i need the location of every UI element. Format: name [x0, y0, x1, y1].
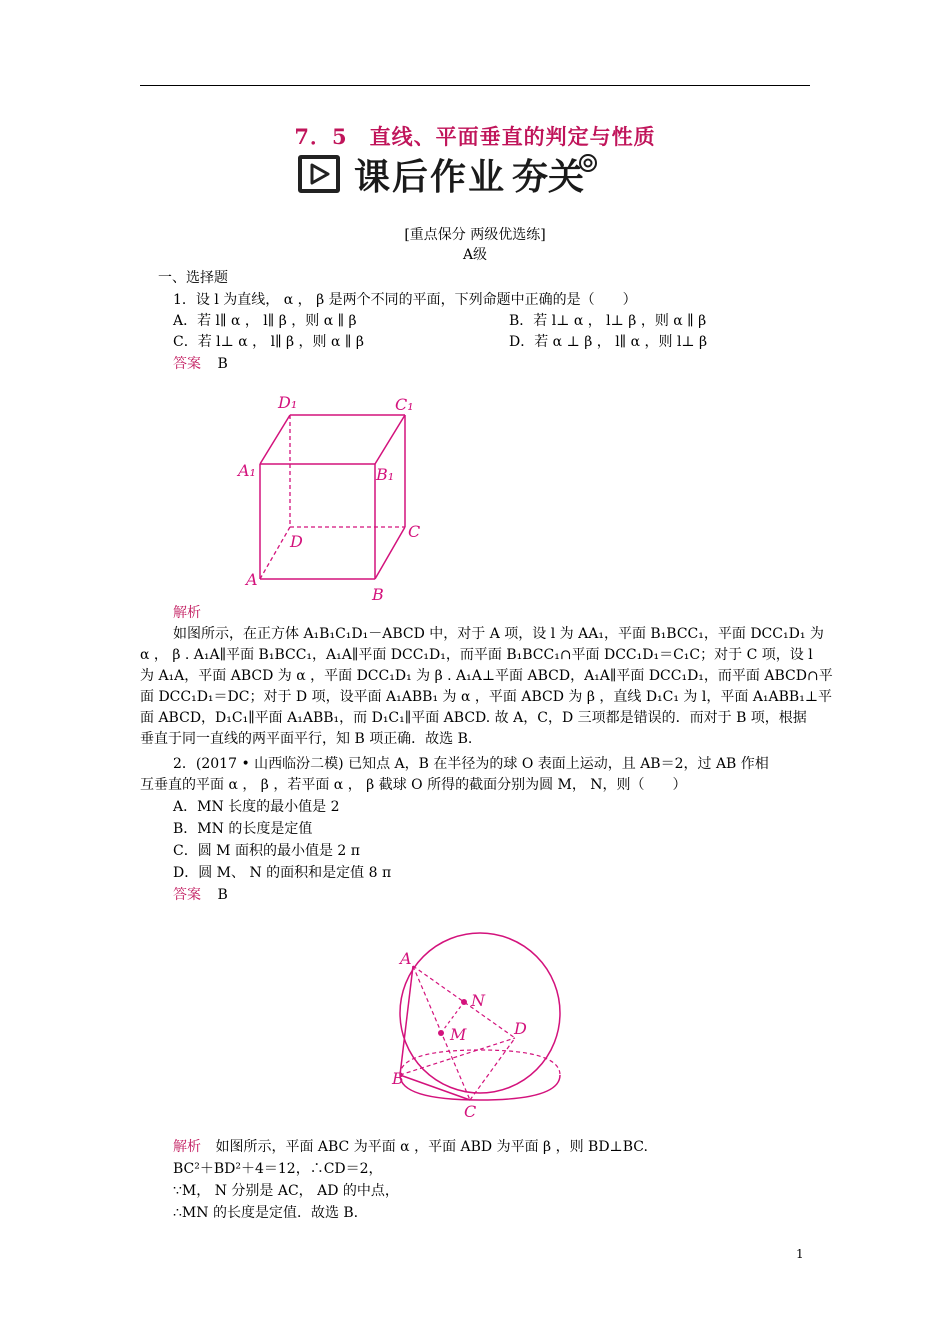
play-icon: [298, 155, 340, 193]
page-title: 7．5 直线、平面垂直的判定与性质: [294, 124, 656, 149]
q1-answer: [173, 354, 228, 374]
q1-option-c: C．若 l⊥ α ， l∥ β ，则 α ∥ β: [173, 334, 364, 350]
q1-option-b: B．若 l⊥ α ， l⊥ β ，则 α ∥ β: [509, 313, 707, 329]
q2-answer-value: B: [217, 887, 228, 903]
q2-answer: [173, 885, 228, 905]
q2-option-d: D．圆 M、 N 的面积和是定值 8 π: [173, 865, 392, 881]
q1-analysis-line: 为 A₁A，平面 ABCD 为 α ，平面 DCC₁D₁ 为 β . A₁A⊥平面 ABCD，A₁A∥平面 DCC₁D₁，而平面 ABCD∩平: [140, 668, 833, 684]
label-n: N: [471, 991, 485, 1010]
q2-analysis-first: [173, 1137, 648, 1157]
label-b: B: [392, 1069, 404, 1088]
q1-analysis-line: 面 DCC₁D₁＝DC；对于 D 项，设平面 A₁ABB₁ 为 α ，平面 ABCD 为 β ，直线 D₁C₁ 为 l，平面 A₁ABB₁⊥平: [140, 689, 833, 705]
q2-option-c: C．圆 M 面积的最小值是 2 π: [173, 843, 360, 859]
q1-stem: 1．设 l 为直线， α ， β 是两个不同的平面，下列命题中正确的是（ ）: [173, 292, 637, 308]
label-a: A: [400, 949, 412, 968]
q1-analysis-line: 如图所示，在正方体 A₁B₁C₁D₁－ABCD 中，对于 A 项，设 l 为 AA₁，平面 B₁BCC₁，平面 DCC₁D₁ 为: [173, 626, 824, 642]
section-tag: [重点保分 两级优选练]: [404, 227, 546, 243]
cube-figure: [230, 382, 430, 607]
emblem-text: 夯关: [512, 156, 585, 198]
label-c1: C₁: [395, 395, 414, 414]
label-b1: B₁: [376, 465, 395, 484]
page-number: 1: [796, 1247, 804, 1261]
q1-analysis-line: α ， β . A₁A∥平面 B₁BCC₁，A₁A∥平面 DCC₁D₁，而平面 B₁BCC₁∩平面 DCC₁D₁＝C₁C；对于 C 项，设 l: [140, 647, 813, 663]
target-icon: [578, 153, 598, 173]
level-label: A级: [462, 247, 488, 263]
label-d1: D₁: [278, 393, 298, 412]
q1-option-a: A．若 l∥ α ， l∥ β ，则 α ∥ β: [173, 313, 357, 329]
q2-option-b: B．MN 的长度是定值: [173, 821, 313, 837]
label-d: D: [514, 1019, 527, 1038]
q2-option-a: A．MN 长度的最小值是 2: [173, 799, 340, 815]
sphere-figure: [370, 910, 590, 1120]
label-c: C: [464, 1102, 477, 1120]
q2-analysis-line: ∵M， N 分别是 AC， AD 的中点，: [173, 1183, 399, 1199]
label-a1: A₁: [238, 461, 256, 480]
label-d: D: [290, 532, 303, 551]
q2-stem-line: 互垂直的平面 α ， β ，若平面 α ， β 截球 O 所得的截面分别为圆 M， N，则（ ）: [140, 777, 687, 793]
banner-emblem: [512, 149, 598, 200]
q1-analysis-line: 垂直于同一直线的两平面平行，知 B 项正确．故选 B.: [140, 731, 473, 747]
label-c: C: [408, 522, 421, 541]
q1-answer-value: B: [217, 356, 228, 372]
banner: [298, 150, 598, 198]
q2-analysis-label: 解析: [173, 1139, 201, 1155]
q1-option-d: D．若 α ⊥ β ， l∥ α ，则 l⊥ β: [509, 334, 708, 350]
header-rule: [140, 85, 810, 86]
banner-text: 课后作业: [354, 156, 507, 198]
q2-analysis-line: BC²＋BD²＋4＝12，∴CD＝2，: [173, 1161, 383, 1177]
q2-analysis-line: ∴MN 的长度是定值．故选 B.: [173, 1205, 359, 1221]
label-b: B: [372, 585, 384, 604]
label-m: M: [450, 1025, 467, 1044]
section-heading: 一、选择题: [158, 270, 228, 286]
q2-answer-label: 答案: [173, 887, 201, 903]
q1-analysis-line: 面 ABCD，D₁C₁∥平面 A₁ABB₁，而 D₁C₁∥平面 ABCD. 故 A，C，D 三项都是错误的．而对于 B 项，根据: [140, 710, 807, 726]
q2-analysis-text: 如图所示，平面 ABC 为平面 α ，平面 ABD 为平面 β ，则 BD⊥BC.: [215, 1139, 648, 1155]
q1-answer-label: 答案: [173, 356, 201, 372]
q2-stem-line: 2．(2017 • 山西临汾二模) 已知点 A，B 在半径为的球 O 表面上运动，且 AB＝2，过 AB 作相: [173, 756, 769, 772]
label-a: A: [246, 570, 258, 589]
q1-analysis-label: 解析: [173, 605, 201, 621]
